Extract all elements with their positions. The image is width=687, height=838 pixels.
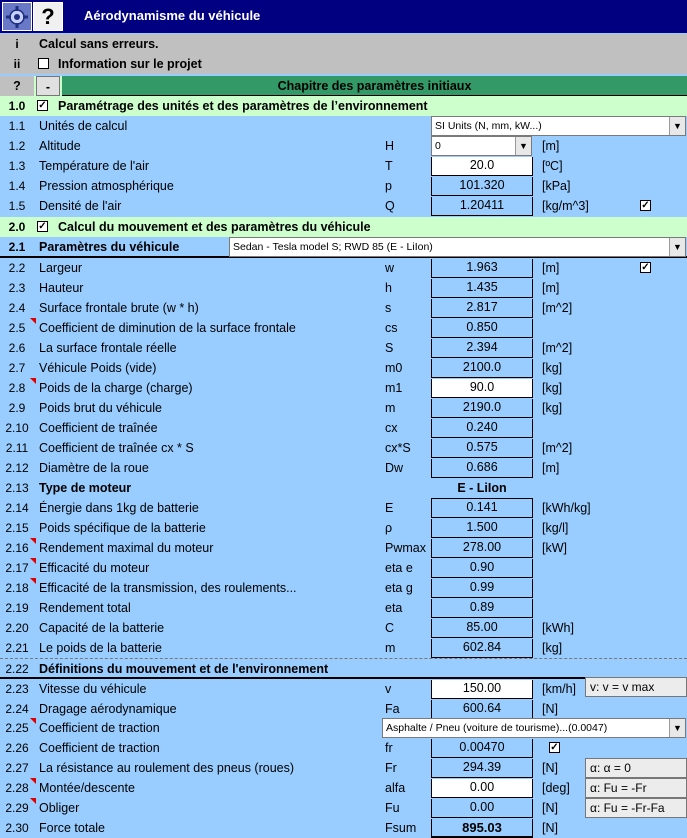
row-2-11: [0, 438, 687, 458]
row-unit: [m^2]: [542, 441, 573, 455]
row-number: 2.27: [5, 761, 29, 775]
row-symbol: Pwmax: [385, 541, 426, 555]
row-symbol: Fr: [385, 761, 397, 775]
dropdown-arrow-icon: ▼: [669, 719, 685, 737]
row-unit: [kg]: [542, 401, 563, 415]
chapter-help[interactable]: ?: [0, 76, 34, 96]
row-label: Force totale: [39, 821, 106, 835]
row-2-23: [0, 679, 687, 699]
row-number: 2.0: [8, 220, 26, 234]
units-select[interactable]: [431, 116, 686, 136]
row-2-17: [0, 558, 687, 578]
row-unit: [m^2]: [542, 341, 573, 355]
row-number: 2.26: [5, 741, 29, 755]
row-2-25: [0, 718, 687, 738]
drag-area-value: 0.575: [431, 439, 533, 458]
select-value: SI Units (N, mm, kW...): [435, 120, 542, 132]
help-icon[interactable]: ?: [33, 2, 63, 31]
row-number: 2.15: [5, 521, 29, 535]
width-value: 1.963: [431, 259, 533, 278]
row-label: Efficacité de la transmission, des roulements...: [39, 581, 297, 595]
set-max-speed-button[interactable]: v: v = v max: [585, 677, 687, 697]
row-symbol: m: [385, 641, 396, 655]
temperature-input[interactable]: 20.0: [431, 157, 533, 176]
section-header-1: [0, 96, 687, 116]
row-symbol: w: [385, 261, 395, 275]
row-label: Le poids de la batterie: [39, 641, 163, 655]
row-number: 2.24: [5, 702, 29, 716]
row-symbol: T: [385, 159, 393, 173]
row-unit: [kg/l]: [542, 521, 569, 535]
row-unit: [N]: [542, 801, 558, 815]
row-label: Obliger: [39, 801, 80, 815]
row-number: 2.10: [5, 421, 29, 435]
row-number: 2.22: [5, 662, 29, 676]
row-number: 2.1: [8, 240, 26, 254]
row-symbol: Fsum: [385, 821, 417, 835]
row-label: Altitude: [39, 139, 81, 153]
drag-coefficient-value: 0.240: [431, 419, 533, 438]
row-label: Vitesse du véhicule: [39, 682, 147, 696]
traction-coefficient-checkbox[interactable]: ✓: [550, 742, 559, 753]
row-2-1: [0, 237, 687, 258]
row-label: Paramètres du véhicule: [39, 240, 180, 254]
collapse-button[interactable]: -: [36, 76, 60, 96]
row-unit: [N]: [542, 761, 558, 775]
row-label: Dragage aérodynamique: [39, 702, 177, 716]
select-value: Asphalte / Pneu (voiture de tourisme)...(0.0047): [386, 722, 608, 734]
row-2-6: [0, 338, 687, 358]
chapter-title: Chapitre des paramètres initiaux: [62, 76, 687, 96]
row-label: Efficacité du moteur: [39, 561, 150, 575]
row-number: 2.7: [8, 361, 26, 375]
transmission-efficiency-value: 0.99: [431, 579, 533, 598]
max-motor-power-value: 278.00: [431, 539, 533, 558]
row-symbol: Dw: [385, 461, 404, 475]
settings-gear-icon[interactable]: [2, 2, 32, 31]
row-symbol: cs: [385, 321, 398, 335]
row-number: 2.8: [0, 378, 34, 398]
row-2-24: [0, 699, 687, 719]
chapter-header: [0, 76, 687, 96]
row-number: 1.1: [8, 119, 26, 133]
row-2-22: [0, 659, 687, 679]
row-unit: [kPa]: [542, 179, 571, 193]
vehicle-speed-input[interactable]: 150.00: [431, 680, 533, 699]
section-2-checkbox[interactable]: ✓: [38, 221, 47, 232]
row-label: La résistance au roulement des pneus (roues): [39, 761, 295, 775]
row-unit: [m]: [542, 261, 560, 275]
section-1-checkbox[interactable]: ✓: [38, 100, 47, 111]
row-label: Montée/descente: [39, 781, 135, 795]
row-symbol: H: [385, 139, 395, 153]
row-2-16: [0, 538, 687, 558]
real-frontal-area-value: 2.394: [431, 339, 533, 358]
width-checkbox[interactable]: ✓: [641, 262, 650, 273]
project-info-row: [0, 54, 687, 74]
force-value: 0.00: [431, 799, 533, 818]
row-symbol: Q: [385, 199, 395, 213]
row-number: 1.4: [8, 179, 26, 193]
row-2-12: [0, 458, 687, 478]
title-bar: [0, 0, 687, 33]
row-symbol: C: [385, 621, 395, 635]
row-label: Unités de calcul: [39, 119, 128, 133]
row-label: Densité de l'air: [39, 199, 122, 213]
row-number: 1.5: [8, 199, 26, 213]
aero-drag-value: 600.64: [431, 700, 533, 719]
row-number: 2.21: [5, 641, 29, 655]
wheel-diameter-value: 0.686: [431, 459, 533, 478]
row-symbol: ρ: [385, 521, 393, 535]
row-2-10: [0, 418, 687, 438]
row-1-5: [0, 196, 687, 216]
row-number: 2.20: [5, 621, 29, 635]
battery-capacity-value: 85.00: [431, 619, 533, 638]
gross-weight-value: 2190.0: [431, 399, 533, 418]
row-symbol: E: [385, 501, 394, 515]
row-2-9: [0, 398, 687, 418]
row-number: 2.6: [8, 341, 26, 355]
row-label: Pression atmosphérique: [39, 179, 174, 193]
row-symbol: h: [385, 281, 392, 295]
row-label: Véhicule Poids (vide): [39, 361, 157, 375]
row-2-3: [0, 278, 687, 298]
traction-surface-select[interactable]: [382, 718, 686, 738]
row-symbol: eta e: [385, 561, 413, 575]
battery-specific-weight-value: 1.500: [431, 519, 533, 538]
row-number: 2.14: [5, 501, 29, 515]
project-info-checkbox[interactable]: [38, 58, 49, 69]
row-symbol: cx*S: [385, 441, 411, 455]
pressure-value: 101.320: [431, 177, 533, 196]
row-unit: [kg]: [542, 381, 563, 395]
row-label: Rendement total: [39, 601, 131, 615]
row-symbol: alfa: [385, 781, 406, 795]
row-number: 2.5: [0, 318, 34, 338]
row-label: Énergie dans 1kg de batterie: [39, 501, 199, 515]
row-number: 2.25: [0, 718, 34, 738]
row-symbol: Fa: [385, 702, 400, 716]
row-unit: [kWh/kg]: [542, 501, 591, 515]
row-2-13: [0, 478, 687, 498]
row-number: i: [15, 37, 19, 51]
select-value: Sedan - Tesla model S; RWD 85 (E - LiIon): [233, 241, 433, 253]
section-title: Paramétrage des unités et des paramètres de l’environnement: [58, 99, 428, 113]
row-label: Rendement maximal du moteur: [39, 541, 214, 555]
row-symbol: s: [385, 301, 392, 315]
row-number: 2.3: [8, 281, 26, 295]
slope-input[interactable]: 0.00: [431, 779, 533, 798]
row-2-8: [0, 378, 687, 398]
dropdown-arrow-icon: ▼: [515, 137, 531, 155]
row-unit: [km/h]: [542, 682, 577, 696]
row-number: 2.12: [5, 461, 29, 475]
row-label: Largeur: [39, 261, 83, 275]
row-label: Température de l'air: [39, 159, 150, 173]
battery-energy-value: 0.141: [431, 498, 533, 518]
row-number: 2.9: [8, 401, 26, 415]
row-symbol: fr: [385, 741, 393, 755]
row-2-26: [0, 738, 687, 758]
page-title: Aérodynamisme du véhicule: [84, 8, 261, 23]
row-label: Capacité de la batterie: [39, 621, 165, 635]
row-unit: [m^2]: [542, 301, 573, 315]
section-header-2: [0, 217, 687, 237]
row-2-27: [0, 758, 687, 778]
row-label: Poids de la charge (charge): [39, 381, 193, 395]
row-symbol: S: [385, 341, 394, 355]
rolling-resistance-value: 294.39: [431, 759, 533, 778]
row-number: 2.19: [5, 601, 29, 615]
row-2-30: [0, 818, 687, 838]
row-symbol: p: [385, 179, 392, 193]
row-unit: [m]: [542, 281, 560, 295]
dropdown-arrow-icon: ▼: [669, 117, 685, 135]
row-1-3: [0, 156, 687, 176]
alpha-fu-minus-fr-fa-button[interactable]: α: Fu = -Fr-Fa: [585, 798, 687, 818]
row-1-2: [0, 136, 687, 156]
row-number: 1.2: [8, 139, 26, 153]
section-title: Calcul du mouvement et des paramètres du véhicule: [58, 220, 371, 234]
load-weight-input[interactable]: 90.0: [431, 379, 533, 398]
row-label: Type de moteur: [39, 481, 132, 495]
row-number: 2.17: [0, 558, 34, 578]
select-value: 0: [435, 140, 441, 152]
row-number: 2.2: [8, 261, 26, 275]
altitude-select[interactable]: [431, 136, 532, 156]
row-number: 2.18: [0, 578, 34, 598]
row-unit: [kW]: [542, 541, 567, 555]
row-number: 2.30: [5, 821, 29, 835]
gross-frontal-area-value: 2.817: [431, 299, 533, 318]
row-label: Coefficient de diminution de la surface frontale: [39, 321, 296, 335]
row-unit: [kg]: [542, 641, 563, 655]
alpha-zero-button[interactable]: α: α = 0: [585, 758, 687, 778]
air-density-checkbox[interactable]: ✓: [641, 200, 650, 211]
row-number: 2.28: [0, 778, 34, 798]
row-unit: [ºC]: [542, 159, 563, 173]
row-symbol: v: [385, 682, 392, 696]
status-text: Calcul sans erreurs.: [39, 37, 159, 51]
row-number: 2.23: [5, 682, 29, 696]
row-symbol: m: [385, 401, 396, 415]
motor-efficiency-value: 0.90: [431, 559, 533, 578]
row-number: 2.11: [5, 441, 29, 455]
row-number: 2.16: [0, 538, 34, 558]
vehicle-select[interactable]: [229, 237, 686, 257]
row-label: Poids spécifique de la batterie: [39, 521, 206, 535]
row-unit: [N]: [542, 702, 558, 716]
air-density-value: 1.20411: [431, 197, 533, 216]
row-symbol: eta: [385, 601, 403, 615]
total-efficiency-value: 0.89: [431, 599, 533, 618]
row-number: 2.4: [8, 301, 26, 315]
row-2-28: [0, 778, 687, 798]
row-symbol: m0: [385, 361, 403, 375]
row-unit: [N]: [542, 821, 558, 835]
row-2-15: [0, 518, 687, 538]
empty-weight-value: 2100.0: [431, 359, 533, 378]
row-number: 1.0: [8, 99, 26, 113]
row-2-2: [0, 258, 687, 278]
row-label: Poids brut du véhicule: [39, 401, 162, 415]
area-reduction-coefficient-value: 0.850: [431, 319, 533, 338]
row-2-19: [0, 598, 687, 618]
row-unit: [kg]: [542, 361, 563, 375]
row-symbol: cx: [385, 421, 398, 435]
height-value: 1.435: [431, 279, 533, 298]
row-label: La surface frontale réelle: [39, 341, 177, 355]
engine-type-value: E - LiIon: [457, 481, 507, 495]
row-2-14: [0, 498, 687, 518]
battery-weight-value: 602.84: [431, 639, 533, 658]
row-label: Coefficient de traînée cx * S: [39, 441, 194, 455]
row-unit: [m]: [542, 461, 560, 475]
alpha-fu-minus-fr-button[interactable]: α: Fu = -Fr: [585, 778, 687, 798]
row-unit: [kg/m^3]: [542, 199, 589, 213]
row-unit: [kWh]: [542, 621, 574, 635]
row-2-4: [0, 298, 687, 318]
row-unit: [m]: [542, 139, 560, 153]
row-label: Coefficient de traction: [39, 721, 160, 735]
row-symbol: eta g: [385, 581, 413, 595]
row-label: Coefficient de traînée: [39, 421, 158, 435]
row-label: Coefficient de traction: [39, 741, 160, 755]
dropdown-arrow-icon: ▼: [669, 238, 685, 256]
row-2-5: [0, 318, 687, 338]
row-unit: [deg]: [542, 781, 570, 795]
row-2-29: [0, 798, 687, 818]
row-label: Hauteur: [39, 281, 84, 295]
row-label: Définitions du mouvement et de l'environnement: [39, 662, 329, 676]
row-symbol: Fu: [385, 801, 400, 815]
status-row: [0, 34, 687, 54]
traction-coefficient-value: 0.00470: [431, 739, 533, 758]
row-number: 2.13: [5, 481, 29, 495]
total-force-value: 895.03: [431, 819, 533, 838]
project-info-label: Information sur le projet: [58, 57, 202, 71]
row-number: ii: [13, 57, 21, 71]
row-number: 2.29: [0, 798, 34, 818]
row-2-7: [0, 358, 687, 378]
row-1-4: [0, 176, 687, 196]
row-2-18: [0, 578, 687, 598]
row-2-20: [0, 618, 687, 638]
row-1-1: [0, 116, 687, 136]
row-2-21: [0, 638, 687, 659]
row-number: 1.3: [8, 159, 26, 173]
row-label: Diamètre de la roue: [39, 461, 149, 475]
row-label: Surface frontale brute (w * h): [39, 301, 199, 315]
row-symbol: m1: [385, 381, 403, 395]
